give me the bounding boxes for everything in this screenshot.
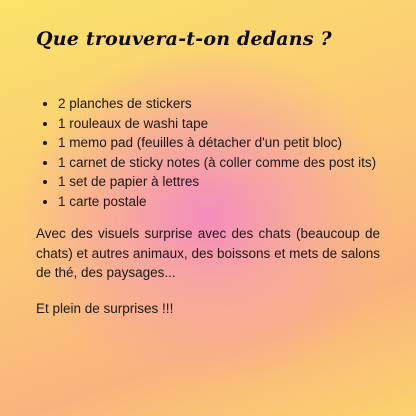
description-paragraph: Avec des visuels surprise avec des chats (beaucoup de chats) et autres animaux, des boissons et mets de salons de thé, des paysages... bbox=[36, 226, 380, 280]
list-item: • 1 memo pad (feuilles à détacher d'un petit bloc) bbox=[58, 133, 416, 153]
list-item: • 1 rouleaux de washi tape bbox=[58, 114, 416, 134]
list-item: • 1 set de papier à lettres bbox=[58, 172, 416, 192]
contents-list bbox=[36, 94, 416, 211]
card-title: Que trouvera-t-on dedans ? bbox=[36, 28, 332, 50]
list-item: • 1 carnet de sticky notes (à coller comme des post its) bbox=[58, 153, 416, 173]
closing-paragraph: Et plein de surprises !!! bbox=[36, 301, 174, 316]
list-item: • 1 carte postale bbox=[58, 192, 416, 212]
list-item: • 2 planches de stickers bbox=[58, 94, 416, 114]
